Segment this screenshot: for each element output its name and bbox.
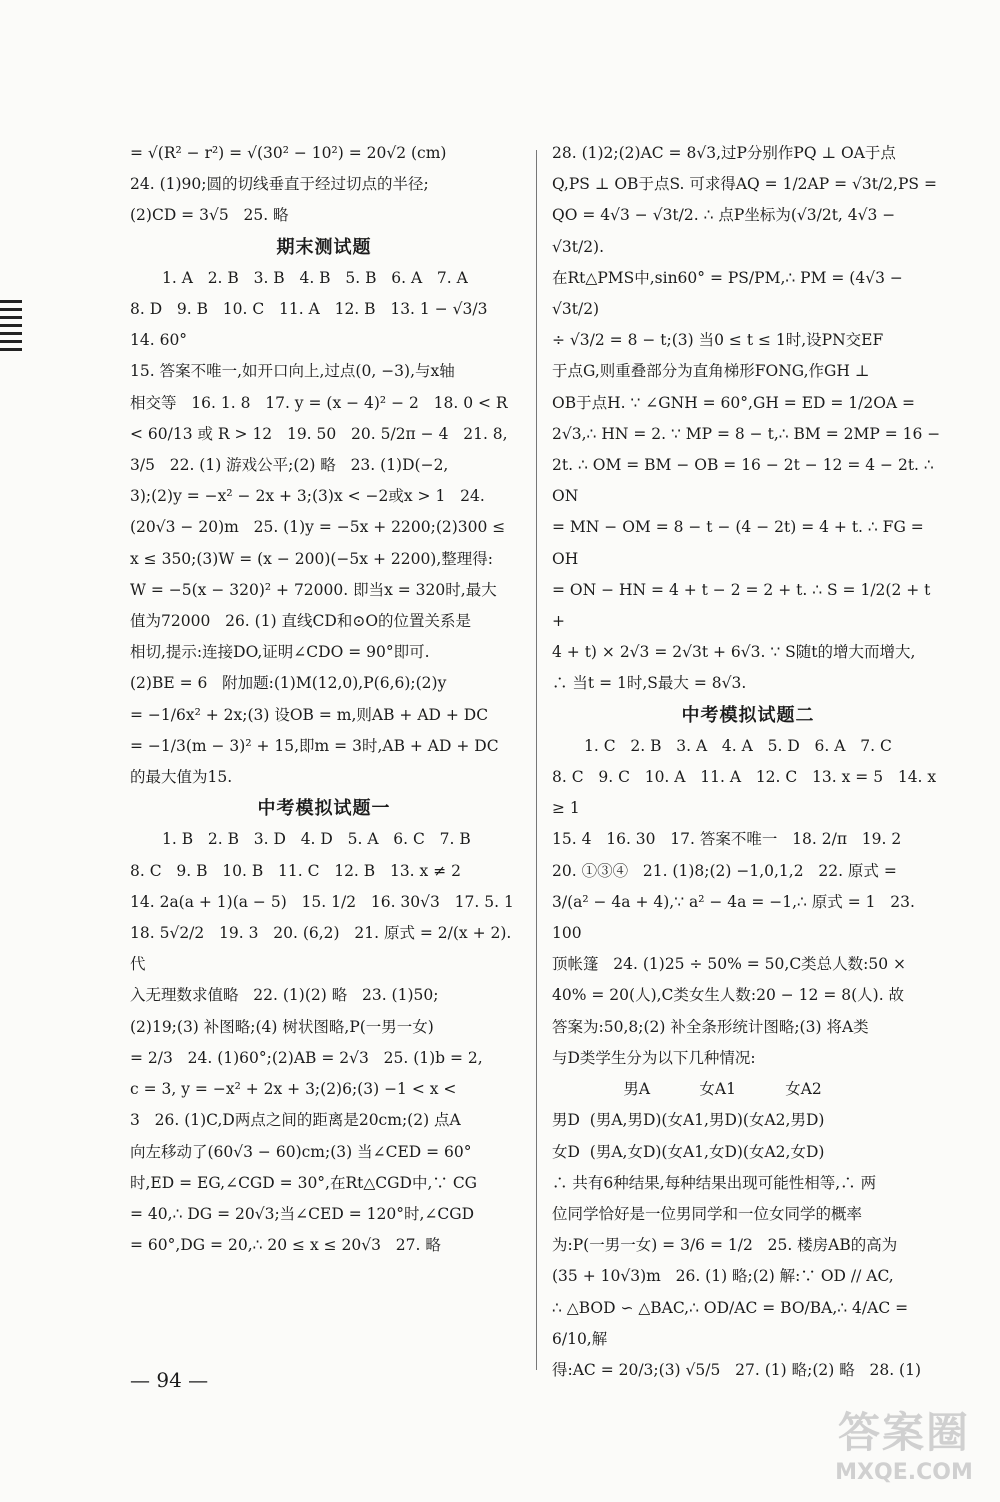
right-column — [552, 138, 944, 1386]
answer-line: = −1/6x² + 2x;(3) 设OB = m,则AB + AD + DC — [130, 705, 489, 724]
answer-line: 位同学恰好是一位男同学和一位女同学的概率 — [552, 1204, 863, 1223]
answer-line: 2t. ∴ OM = BM − OB = 16 − 2t − 12 = 4 − 2t. ∴ ON — [552, 456, 939, 506]
answer-line: 的最大值为15. — [130, 768, 233, 787]
answer-line: x ≤ 350;(3)W = (x − 200)(−5x + 2200),整理得: — [130, 549, 494, 568]
answer-line: (20√3 − 20)m 25. (1)y = −5x + 2200;(2)300 ≤ — [130, 518, 506, 537]
answer-line: 3);(2)y = −x² − 2x + 3;(3)x < −2或x > 1 24. — [130, 487, 485, 506]
section-title: 中考模拟试题二 — [681, 704, 815, 726]
answer-line: 得:AC = 20/3;(3) √5/5 27. (1) 略;(2) 略 28. (1) — [552, 1360, 922, 1379]
answer-line: 女D (男A,女D)(女A1,女D)(女A2,女D) — [552, 1142, 825, 1161]
answer-line: 20. ①③④ 21. (1)8;(2) −1,0,1,2 22. 原式 = — [552, 861, 897, 880]
answer-line: 男A 女A1 女A2 — [584, 1080, 822, 1099]
answer-line: 8. C 9. B 10. B 11. C 12. B 13. x ≠ 2 — [130, 861, 461, 880]
answer-line: (2)19;(3) 补图略;(4) 树状图略,P(一男一女) — [130, 1017, 434, 1036]
answer-line: = 40,∴ DG = 20√3;当∠CED = 120°时,∠CGD — [130, 1204, 475, 1223]
answer-line: 3/5 22. (1) 游戏公平;(2) 略 23. (1)D(−2, — [130, 456, 449, 475]
answer-line: 值为72000 26. (1) 直线CD和⊙O的位置关系是 — [130, 612, 472, 631]
section-title: 中考模拟试题一 — [257, 798, 391, 820]
answer-line: = −1/3(m − 3)² + 15,即m = 3时,AB + AD + DC — [130, 736, 499, 755]
answer-line: 1. B 2. B 3. D 4. D 5. A 6. C 7. B — [162, 830, 471, 849]
watermark-logo-text: 答案圈 — [837, 1408, 970, 1457]
answer-line: QO = 4√3 − √3t/2. ∴ 点P坐标为(√3/2t, 4√3 − √3t/2). — [552, 206, 901, 256]
answer-line: 2√3,∴ HN = 2. ∵ MP = 8 − t,∴ BM = 2MP = 16 − — [552, 424, 941, 443]
watermark-logo — [824, 1400, 984, 1485]
answer-line: c = 3, y = −x² + 2x + 3;(2)6;(3) −1 < x < — [130, 1080, 457, 1099]
page-number: — 94 — — [130, 1368, 209, 1392]
answer-line: 为:P(一男一女) = 3/6 = 1/2 25. 楼房AB的高为 — [552, 1236, 898, 1255]
answer-line: 在Rt△PMS中,sin60° = PS/PM,∴ PM = (4√3 − √3t/2) — [552, 268, 908, 319]
binding-marks — [0, 300, 22, 380]
answer-line: = 60°,DG = 20,∴ 20 ≤ x ≤ 20√3 27. 略 — [130, 1236, 441, 1255]
column-divider — [536, 150, 537, 1370]
answer-line: (2)CD = 3√5 25. 略 — [130, 206, 289, 225]
answer-line: 8. D 9. B 10. C 11. A 12. B 13. 1 − √3/3 14. 60° — [130, 300, 503, 350]
answer-line: 入无理数求值略 22. (1)(2) 略 23. (1)50; — [130, 986, 439, 1005]
answer-line: ∴ 共有6种结果,每种结果出现可能性相等,∴ 两 — [552, 1173, 877, 1192]
answer-line: = 2/3 24. (1)60°;(2)AB = 2√3 25. (1)b = 2, — [130, 1048, 483, 1067]
answer-line: 15. 答案不唯一,如开口向上,过点(0, −3),与x轴 — [130, 362, 455, 381]
answer-line: (2)BE = 6 附加题:(1)M(12,0),P(6,6);(2)y — [130, 674, 447, 693]
answer-line: 1. A 2. B 3. B 4. B 5. B 6. A 7. A — [162, 268, 468, 287]
answer-line: 1. C 2. B 3. A 4. A 5. D 6. A 7. C — [584, 736, 892, 755]
watermark-url: MXQE.COM — [835, 1460, 973, 1485]
answer-line: = √(R² − r²) = √(30² − 10²) = 20√2 (cm) — [130, 144, 447, 162]
answer-line: 28. (1)2;(2)AC = 8√3,过P分别作PQ ⊥ OA于点 — [552, 144, 896, 162]
answer-line: 15. 4 16. 30 17. 答案不唯一 18. 2/π 19. 2 — [552, 830, 902, 849]
answer-line: 24. (1)90;圆的切线垂直于经过切点的半径; — [130, 175, 429, 194]
answer-line: OB于点H. ∵ ∠GNH = 60°,GH = ED = 1/2OA = — [552, 393, 916, 412]
answer-line: (35 + 10√3)m 26. (1) 略;(2) 解:∵ OD // AC, — [552, 1267, 894, 1286]
answer-line: = MN − OM = 8 − t − (4 − 2t) = 4 + t. ∴ FG = OH — [552, 518, 929, 568]
answer-line: Q,PS ⊥ OB于点S. 可求得AQ = 1/2AP = √3t/2,PS = — [552, 175, 937, 194]
answer-line: 40% = 20(人),C类女生人数:20 − 12 = 8(人). 故 — [552, 986, 905, 1005]
answer-line: W = −5(x − 320)² + 72000. 即当x = 320时,最大 — [130, 580, 497, 599]
answer-line: 相交等 16. 1. 8 17. y = (x − 4)² − 2 18. 0 < R — [130, 393, 508, 412]
answer-line: 4 + t) × 2√3 = 2√3t + 6√3. ∵ S随t的增大而增大, — [552, 643, 916, 662]
answer-line: 男D (男A,男D)(女A1,男D)(女A2,男D) — [552, 1111, 825, 1130]
answer-line: 14. 2a(a + 1)(a − 5) 15. 1/2 16. 30√3 17. 5. 1 — [130, 892, 514, 911]
answer-line: < 60/13 或 R > 12 19. 50 20. 5/2π − 4 21. 8, — [130, 424, 508, 443]
answer-line: 向左移动了(60√3 − 60)cm;(3) 当∠CED = 60° — [130, 1142, 472, 1161]
answer-line: 3/(a² − 4a + 4),∵ a² − 4a = −1,∴ 原式 = 1 23. 100 — [552, 892, 920, 943]
answer-line: 与D类学生分为以下几种情况: — [552, 1048, 756, 1067]
answer-line: ∴ 当t = 1时,S最大 = 8√3. — [552, 674, 747, 693]
answer-line: 于点G,则重叠部分为直角梯形FONG,作GH ⊥ — [552, 362, 870, 381]
answer-line: ÷ √3/2 = 8 − t;(3) 当0 ≤ t ≤ 1时,设PN交EF — [552, 331, 884, 350]
section-title: 期末测试题 — [276, 236, 372, 258]
answer-line: 8. C 9. C 10. A 11. A 12. C 13. x = 5 14. x ≥ 1 — [552, 768, 942, 818]
answer-line: 时,ED = EG,∠CGD = 30°,在Rt△CGD中,∵ CG — [130, 1173, 478, 1192]
answer-line: = ON − HN = 4 + t − 2 = 2 + t. ∴ S = 1/2(2 + t + — [552, 580, 936, 631]
answer-line: ∴ △BOD ∽ △BAC,∴ OD/AC = BO/BA,∴ 4/AC = 6/10,解 — [552, 1298, 914, 1348]
answer-line: 顶帐篷 24. (1)25 ÷ 50% = 50,C类总人数:50 × — [552, 955, 907, 974]
answer-line: 答案为:50,8;(2) 补全条形统计图略;(3) 将A类 — [552, 1017, 869, 1036]
answer-line: 相切,提示:连接DO,证明∠CDO = 90°即可. — [130, 643, 430, 662]
answer-line: 18. 5√2/2 19. 3 20. (6,2) 21. 原式 = 2/(x + 2). 代 — [130, 924, 517, 974]
left-column — [130, 138, 518, 1261]
answer-line: 3 26. (1)C,D两点之间的距离是20cm;(2) 点A — [130, 1111, 461, 1130]
